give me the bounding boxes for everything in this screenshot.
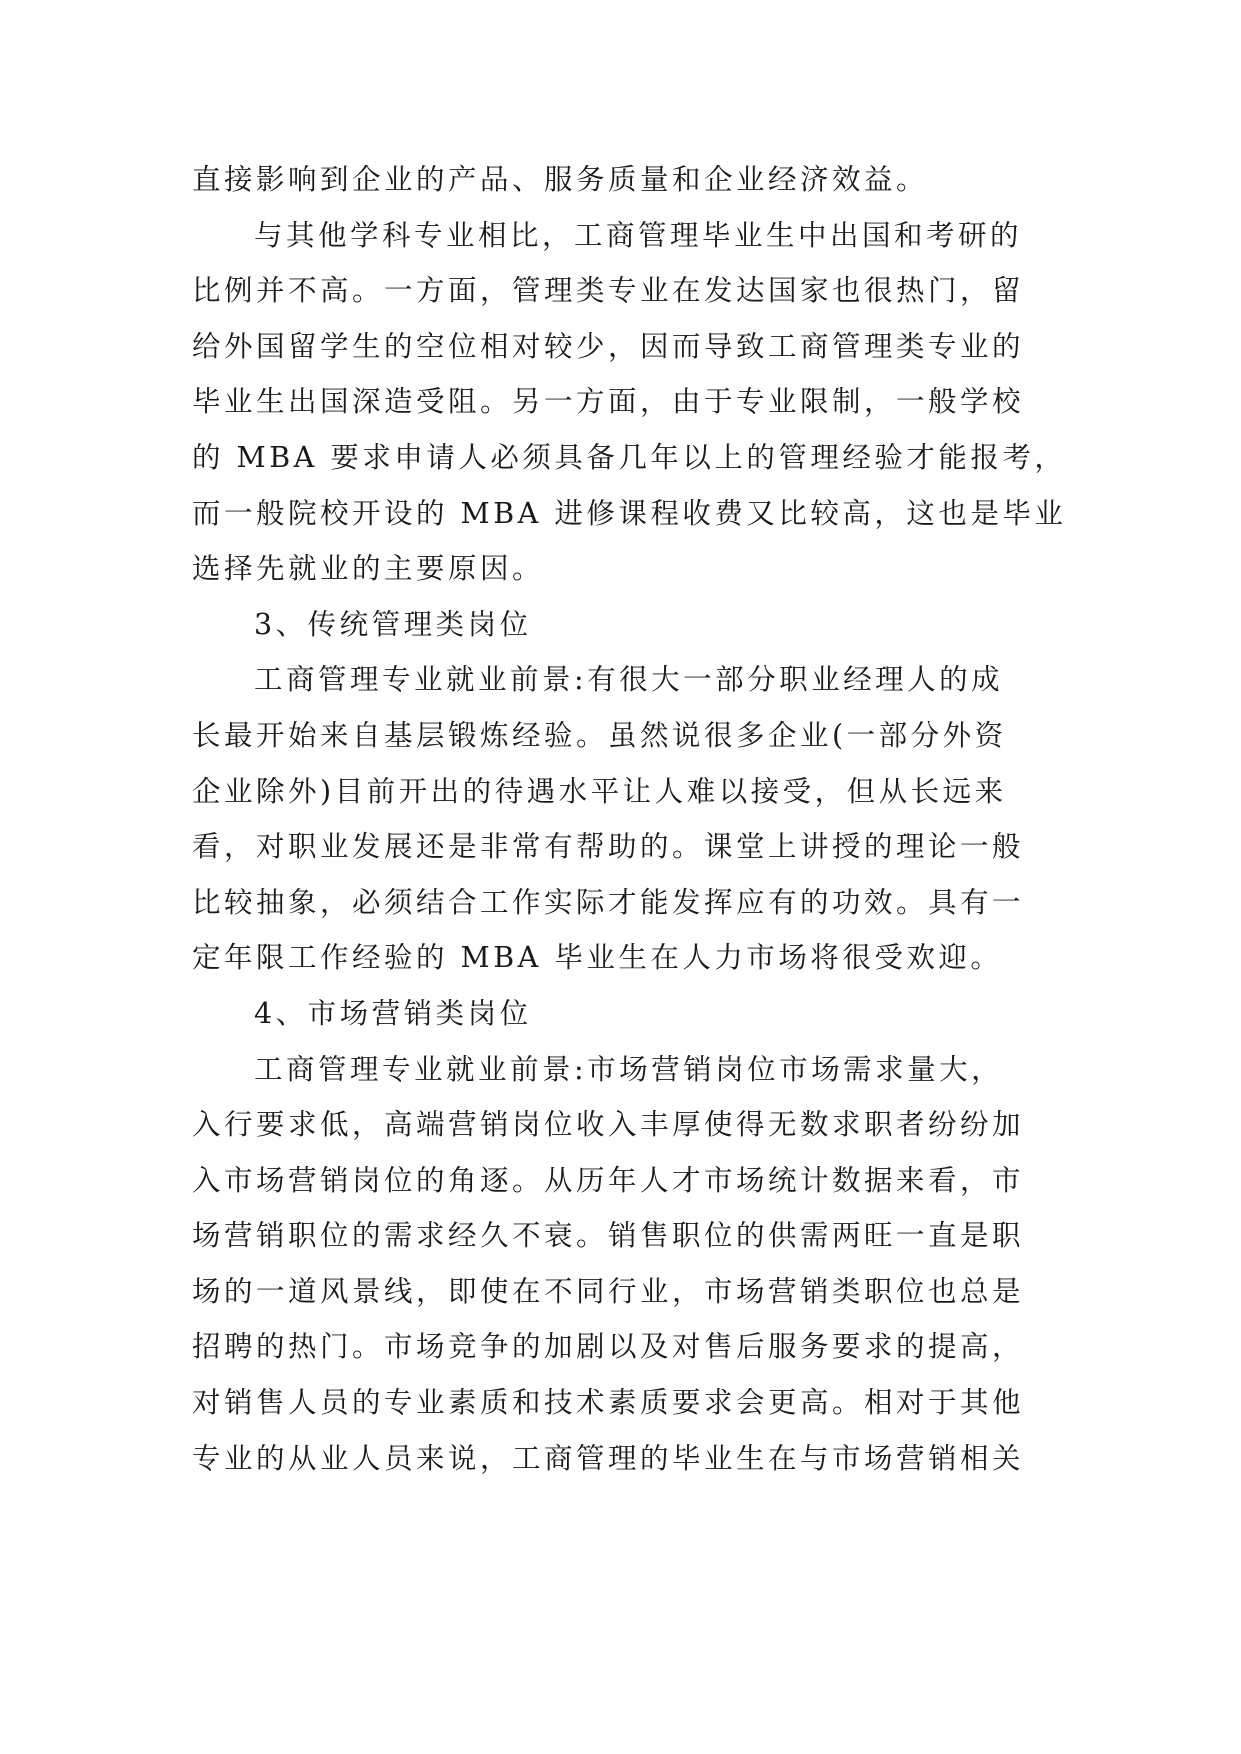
text-line: 企业除外)目前开出的待遇水平让人难以接受，但从长远来 bbox=[192, 774, 1007, 808]
text-line: 与其他学科专业相比，工商管理毕业生中出国和考研的 bbox=[254, 218, 1023, 252]
text-line: 而一般院校开设的 MBA 进修课程收费又比较高，这也是毕业 bbox=[192, 496, 1067, 530]
text-line: 工商管理专业就业前景:市场营销岗位市场需求量大， bbox=[254, 1052, 1004, 1086]
document-body bbox=[192, 160, 1067, 1494]
text-line: 定年限工作经验的 MBA 毕业生在人力市场将很受欢迎。 bbox=[192, 941, 1003, 975]
text-line: 长最开始来自基层锻炼经验。虽然说很多企业(一部分外资 bbox=[192, 718, 1007, 752]
text-line: 毕业生出国深造受阻。另一方面，由于专业限制，一般学校 bbox=[192, 385, 1025, 419]
section-heading: 3、传统管理类岗位 bbox=[254, 607, 532, 641]
text-line: 对销售人员的专业素质和技术素质要求会更高。相对于其他 bbox=[192, 1386, 1025, 1420]
text-line: 比较抽象，必须结合工作实际才能发挥应有的功效。具有一 bbox=[192, 885, 1025, 919]
text-line: 给外国留学生的空位相对较少，因而导致工商管理类专业的 bbox=[192, 329, 1025, 363]
text-line: 入市场营销岗位的角逐。从历年人才市场统计数据来看，市 bbox=[192, 1163, 1025, 1197]
text-line: 看，对职业发展还是非常有帮助的。课堂上讲授的理论一般 bbox=[192, 830, 1025, 864]
text-line: 比例并不高。一方面，管理类专业在发达国家也很热门，留 bbox=[192, 274, 1025, 308]
text-line: 场营销职位的需求经久不衰。销售职位的供需两旺一直是职 bbox=[192, 1219, 1025, 1253]
text-line: 直接影响到企业的产品、服务质量和企业经济效益。 bbox=[192, 163, 929, 196]
text-line: 场的一道风景线，即使在不同行业，市场营销类职位也总是 bbox=[192, 1274, 1025, 1308]
text-line: 选择先就业的主要原因。 bbox=[192, 552, 545, 586]
text-line: 的 MBA 要求申请人必须具备几年以上的管理经验才能报考， bbox=[192, 440, 1067, 474]
text-line: 入行要求低，高端营销岗位收入丰厚使得无数求职者纷纷加 bbox=[192, 1108, 1025, 1142]
text-line: 招聘的热门。市场竞争的加剧以及对售后服务要求的提高， bbox=[192, 1330, 1025, 1364]
text-line: 专业的从业人员来说，工商管理的毕业生在与市场营销相关 bbox=[192, 1441, 1025, 1475]
text-line: 工商管理专业就业前景:有很大一部分职业经理人的成 bbox=[254, 663, 1004, 697]
section-heading: 4、市场营销类岗位 bbox=[254, 996, 532, 1030]
